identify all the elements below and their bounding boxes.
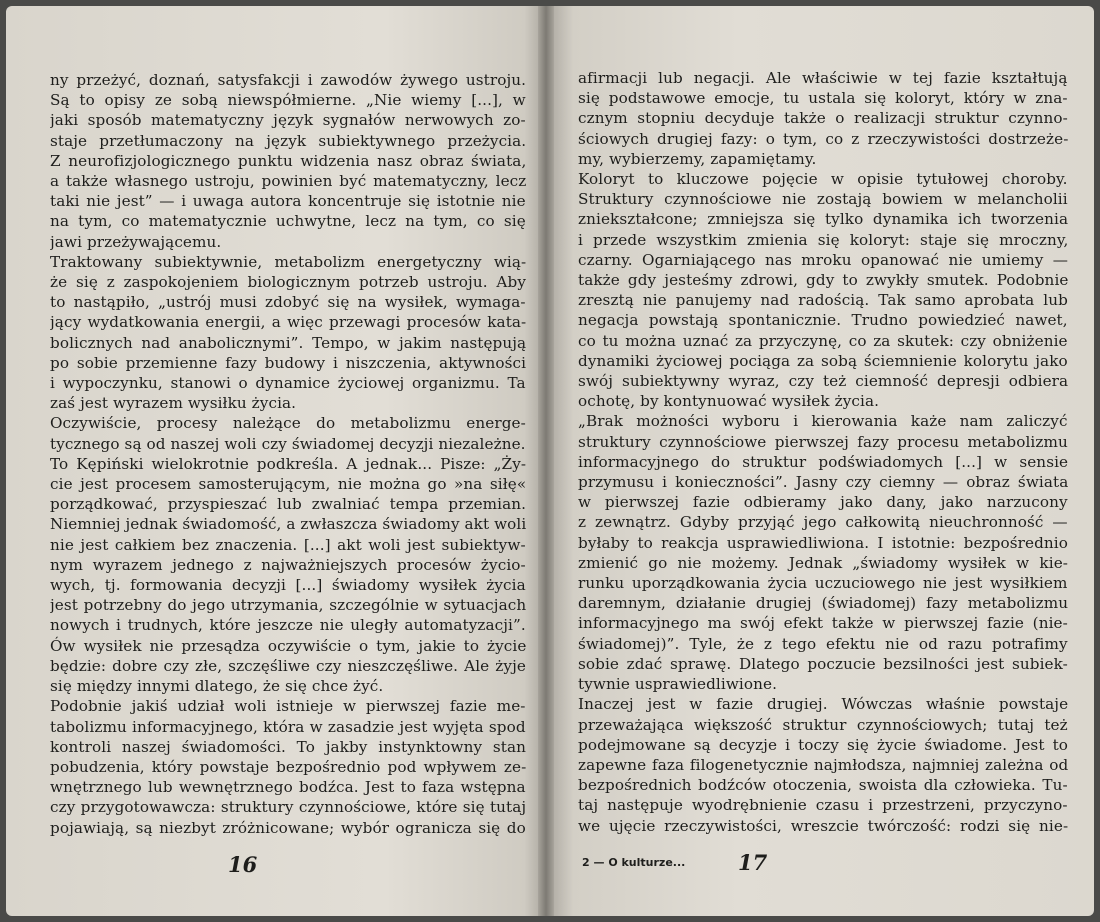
text-line: taj następuje wyodrębnienie czasu i przestrzeni, przyczyno- xyxy=(578,796,1068,815)
text-line: na tym, co matematycznie uchwytne, lecz na tym, co się xyxy=(50,212,526,231)
text-line: jest potrzebny do jego utrzymania, szczególnie w sytuacjach xyxy=(50,596,526,615)
text-line: ściowych drugiej fazy: o tym, co z rzeczywistości dostrzeże- xyxy=(578,129,1068,148)
text-line: czy przygotowawcza: struktury czynnościowe, które się tutaj xyxy=(50,798,526,817)
text-line: ochotę, by kontynuować wysiłek życia. xyxy=(578,392,880,411)
left-page xyxy=(6,6,546,916)
text-line: pojawiają, są niezbyt zróżnicowane; wybór ogranicza się do xyxy=(50,818,526,837)
right-page-text xyxy=(578,68,1068,836)
text-line: pobudzenia, który powstaje bezpośrednio pod wpływem ze- xyxy=(50,757,526,776)
text-line: bezpośrednich bodźców otoczenia, swoista dla człowieka. Tu- xyxy=(578,776,1068,795)
text-line: jawi przeżywającemu. xyxy=(50,232,222,251)
text-line: staje przetłumaczony na język subiektywnego przeżycia. xyxy=(50,131,526,150)
text-line: co tu można uznać za przyczynę, co za skutek: czy obniżenie xyxy=(578,331,1068,350)
text-line: afirmacji lub negacji. Ale właściwie w tej fazie kształtują xyxy=(578,69,1068,87)
text-line: nie jest całkiem bez znaczenia. [...] akt woli jest subiektyw- xyxy=(50,535,526,554)
text-line: struktury czynnościowe pierwszej fazy procesu metabolizmu xyxy=(578,432,1068,451)
text-line: Koloryt to kluczowe pojęcie w opisie tytułowej choroby. xyxy=(578,170,1068,189)
text-line: my, wybierzemy, zapamiętamy. xyxy=(578,149,817,168)
text-line: Traktowany subiektywnie, metabolizm energetyczny wią- xyxy=(50,252,526,271)
text-line: nym wyrazem jednego z najważniejszych procesów życio- xyxy=(50,555,526,574)
text-line: bolicznych nad anabolicznymi”. Tempo, w jakim następują xyxy=(50,333,526,352)
text-line: wnętrznego lub wewnętrznego bodźca. Jest to faza wstępna xyxy=(50,778,526,797)
left-page-number: 16 xyxy=(228,852,258,877)
text-line: cznym stopniu decyduje także o realizacji struktur czynno- xyxy=(578,109,1068,128)
text-line: runku uporządkowania życia uczuciowego nie jest wysiłkiem xyxy=(578,574,1068,593)
text-line: To Kępiński wielokrotnie podkreśla. A jednak... Pisze: „Ży- xyxy=(50,454,526,473)
text-line: dynamiki życiowej pociąga za sobą ściemnienie kolorytu jako xyxy=(578,351,1068,370)
text-line: jaki sposób matematyczny język sygnałów nerwowych zo- xyxy=(50,111,526,130)
text-line: jący wydatkowania energii, a więc przewagi procesów kata- xyxy=(50,313,526,332)
text-line: Ów wysiłek nie przesądza oczywiście o tym, jakie to życie xyxy=(50,636,526,655)
text-line: ny przeżyć, doznań, satysfakcji i zawodów żywego ustroju. xyxy=(50,71,526,89)
text-line: się podstawowe emocje, tu ustala się koloryt, który w zna- xyxy=(578,89,1068,108)
text-line: sobie zdać sprawę. Dlatego poczucie bezsilności jest subiek- xyxy=(578,654,1068,673)
right-page-number: 17 xyxy=(738,850,768,875)
text-line: Struktury czynnościowe nie zostają bowiem w melancholii xyxy=(578,190,1068,209)
text-line: taki nie jest” — i uwaga autora koncentruje się istotnie nie xyxy=(50,192,526,211)
text-line: przymusu i konieczności”. Jasny czy ciemny — obraz świata xyxy=(578,473,1068,492)
text-line: zapewne faza filogenetycznie najmłodsza, najmniej zależna od xyxy=(578,755,1068,774)
text-line: zaś jest wyrazem wysiłku życia. xyxy=(50,394,297,413)
text-line: cie jest procesem samosterującym, nie można go »na siłę« xyxy=(50,475,526,494)
text-line: czarny. Ogarniającego nas mroku opanować nie umiemy — xyxy=(578,250,1068,269)
text-line: to nastąpiło, „ustrój musi zdobyć się na wysiłek, wymaga- xyxy=(50,293,526,312)
text-line: i wypoczynku, stanowi o dynamice życiowej organizmu. Ta xyxy=(50,374,526,393)
text-line: negacja powstają spontanicznie. Trudno powiedzieć nawet, xyxy=(578,311,1068,330)
text-line: informacyjnego do struktur podświadomych [...] w sensie xyxy=(578,452,1068,471)
text-line: „Brak możności wyboru i kierowania każe nam zaliczyć xyxy=(578,412,1068,431)
text-line: tycznego są od naszej woli czy świadomej decyzji niezależne. xyxy=(50,434,526,453)
book-gutter xyxy=(538,6,554,916)
text-line: daremnym, działanie drugiej (świadomej) fazy metabolizmu xyxy=(578,594,1068,613)
text-line: Są to opisy ze sobą niewspółmierne. „Nie wiemy [...], w xyxy=(50,91,526,110)
text-line: Niemniej jednak świadomość, a zwłaszcza świadomy akt woli xyxy=(50,515,526,534)
text-line: że się z zaspokojeniem biologicznym potrzeb ustroju. Aby xyxy=(50,273,526,292)
text-line: w pierwszej fazie odbieramy jako dany, jako narzucony xyxy=(578,493,1068,512)
text-line: swój subiektywny wyraz, czy też ciemność depresji odbiera xyxy=(578,372,1068,391)
text-line: będzie: dobre czy złe, szczęśliwe czy nieszczęśliwe. Ale żyje xyxy=(50,656,526,675)
text-line: byłaby to reakcja usprawiedliwiona. I istotnie: bezpośrednio xyxy=(578,533,1068,552)
right-page xyxy=(546,6,1094,916)
text-line: informacyjnego ma swój efekt także w pierwszej fazie (nie- xyxy=(578,614,1068,633)
text-line: we ujęcie rzeczywistości, wreszcie twórczość: rodzi się nie- xyxy=(578,816,1068,835)
text-line: zniekształcone; zmniejsza się tylko dynamika ich tworzenia xyxy=(578,210,1068,229)
text-line: Z neurofizjologicznego punktu widzenia nasz obraz świata, xyxy=(50,151,526,170)
text-line: tywnie usprawiedliwione. xyxy=(578,675,778,694)
text-line: zresztą nie panujemy nad radością. Tak samo aprobata lub xyxy=(578,291,1068,310)
text-line: Oczywiście, procesy należące do metabolizmu energe- xyxy=(50,414,526,433)
text-line: a także własnego ustroju, powinien być matematyczny, lecz xyxy=(50,172,526,191)
text-line: zmienić go nie możemy. Jednak „świadomy wysiłek w kie- xyxy=(578,553,1068,572)
text-line: podejmowane są decyzje i toczy się życie świadome. Jest to xyxy=(578,735,1068,754)
text-line: Inaczej jest w fazie drugiej. Wówczas właśnie powstaje xyxy=(578,695,1068,714)
text-line: także gdy jesteśmy zdrowi, gdy to zwykły smutek. Podobnie xyxy=(578,271,1068,290)
text-line: kontroli naszej świadomości. To jakby instynktowny stan xyxy=(50,737,526,756)
text-line: nowych i trudnych, które jeszcze nie uległy automatyzacji”. xyxy=(50,616,526,635)
signature-footer-note: 2 — O kulturze... xyxy=(582,856,686,869)
text-line: wych, tj. formowania decyzji [...] świadomy wysiłek życia xyxy=(50,576,526,595)
text-line: Podobnie jakiś udział woli istnieje w pierwszej fazie me- xyxy=(50,697,526,716)
text-line: się między innymi dlatego, że się chce żyć. xyxy=(50,677,384,696)
left-page-text xyxy=(50,70,526,838)
text-line: tabolizmu informacyjnego, która w zasadzie jest wyjęta spod xyxy=(50,717,526,736)
text-line: porządkować, przyspieszać lub zwalniać tempa przemian. xyxy=(50,495,526,514)
text-line: z zewnątrz. Gdyby przyjąć jego całkowitą nieuchronność — xyxy=(578,513,1068,532)
text-line: przeważająca większość struktur czynnościowych; tutaj też xyxy=(578,715,1068,734)
text-line: i przede wszystkim zmienia się koloryt: staje się mroczny, xyxy=(578,230,1068,249)
text-line: świadomej)”. Tyle, że z tego efektu nie od razu potrafimy xyxy=(578,634,1068,653)
text-line: po sobie przemienne fazy budowy i niszczenia, aktywności xyxy=(50,353,526,372)
